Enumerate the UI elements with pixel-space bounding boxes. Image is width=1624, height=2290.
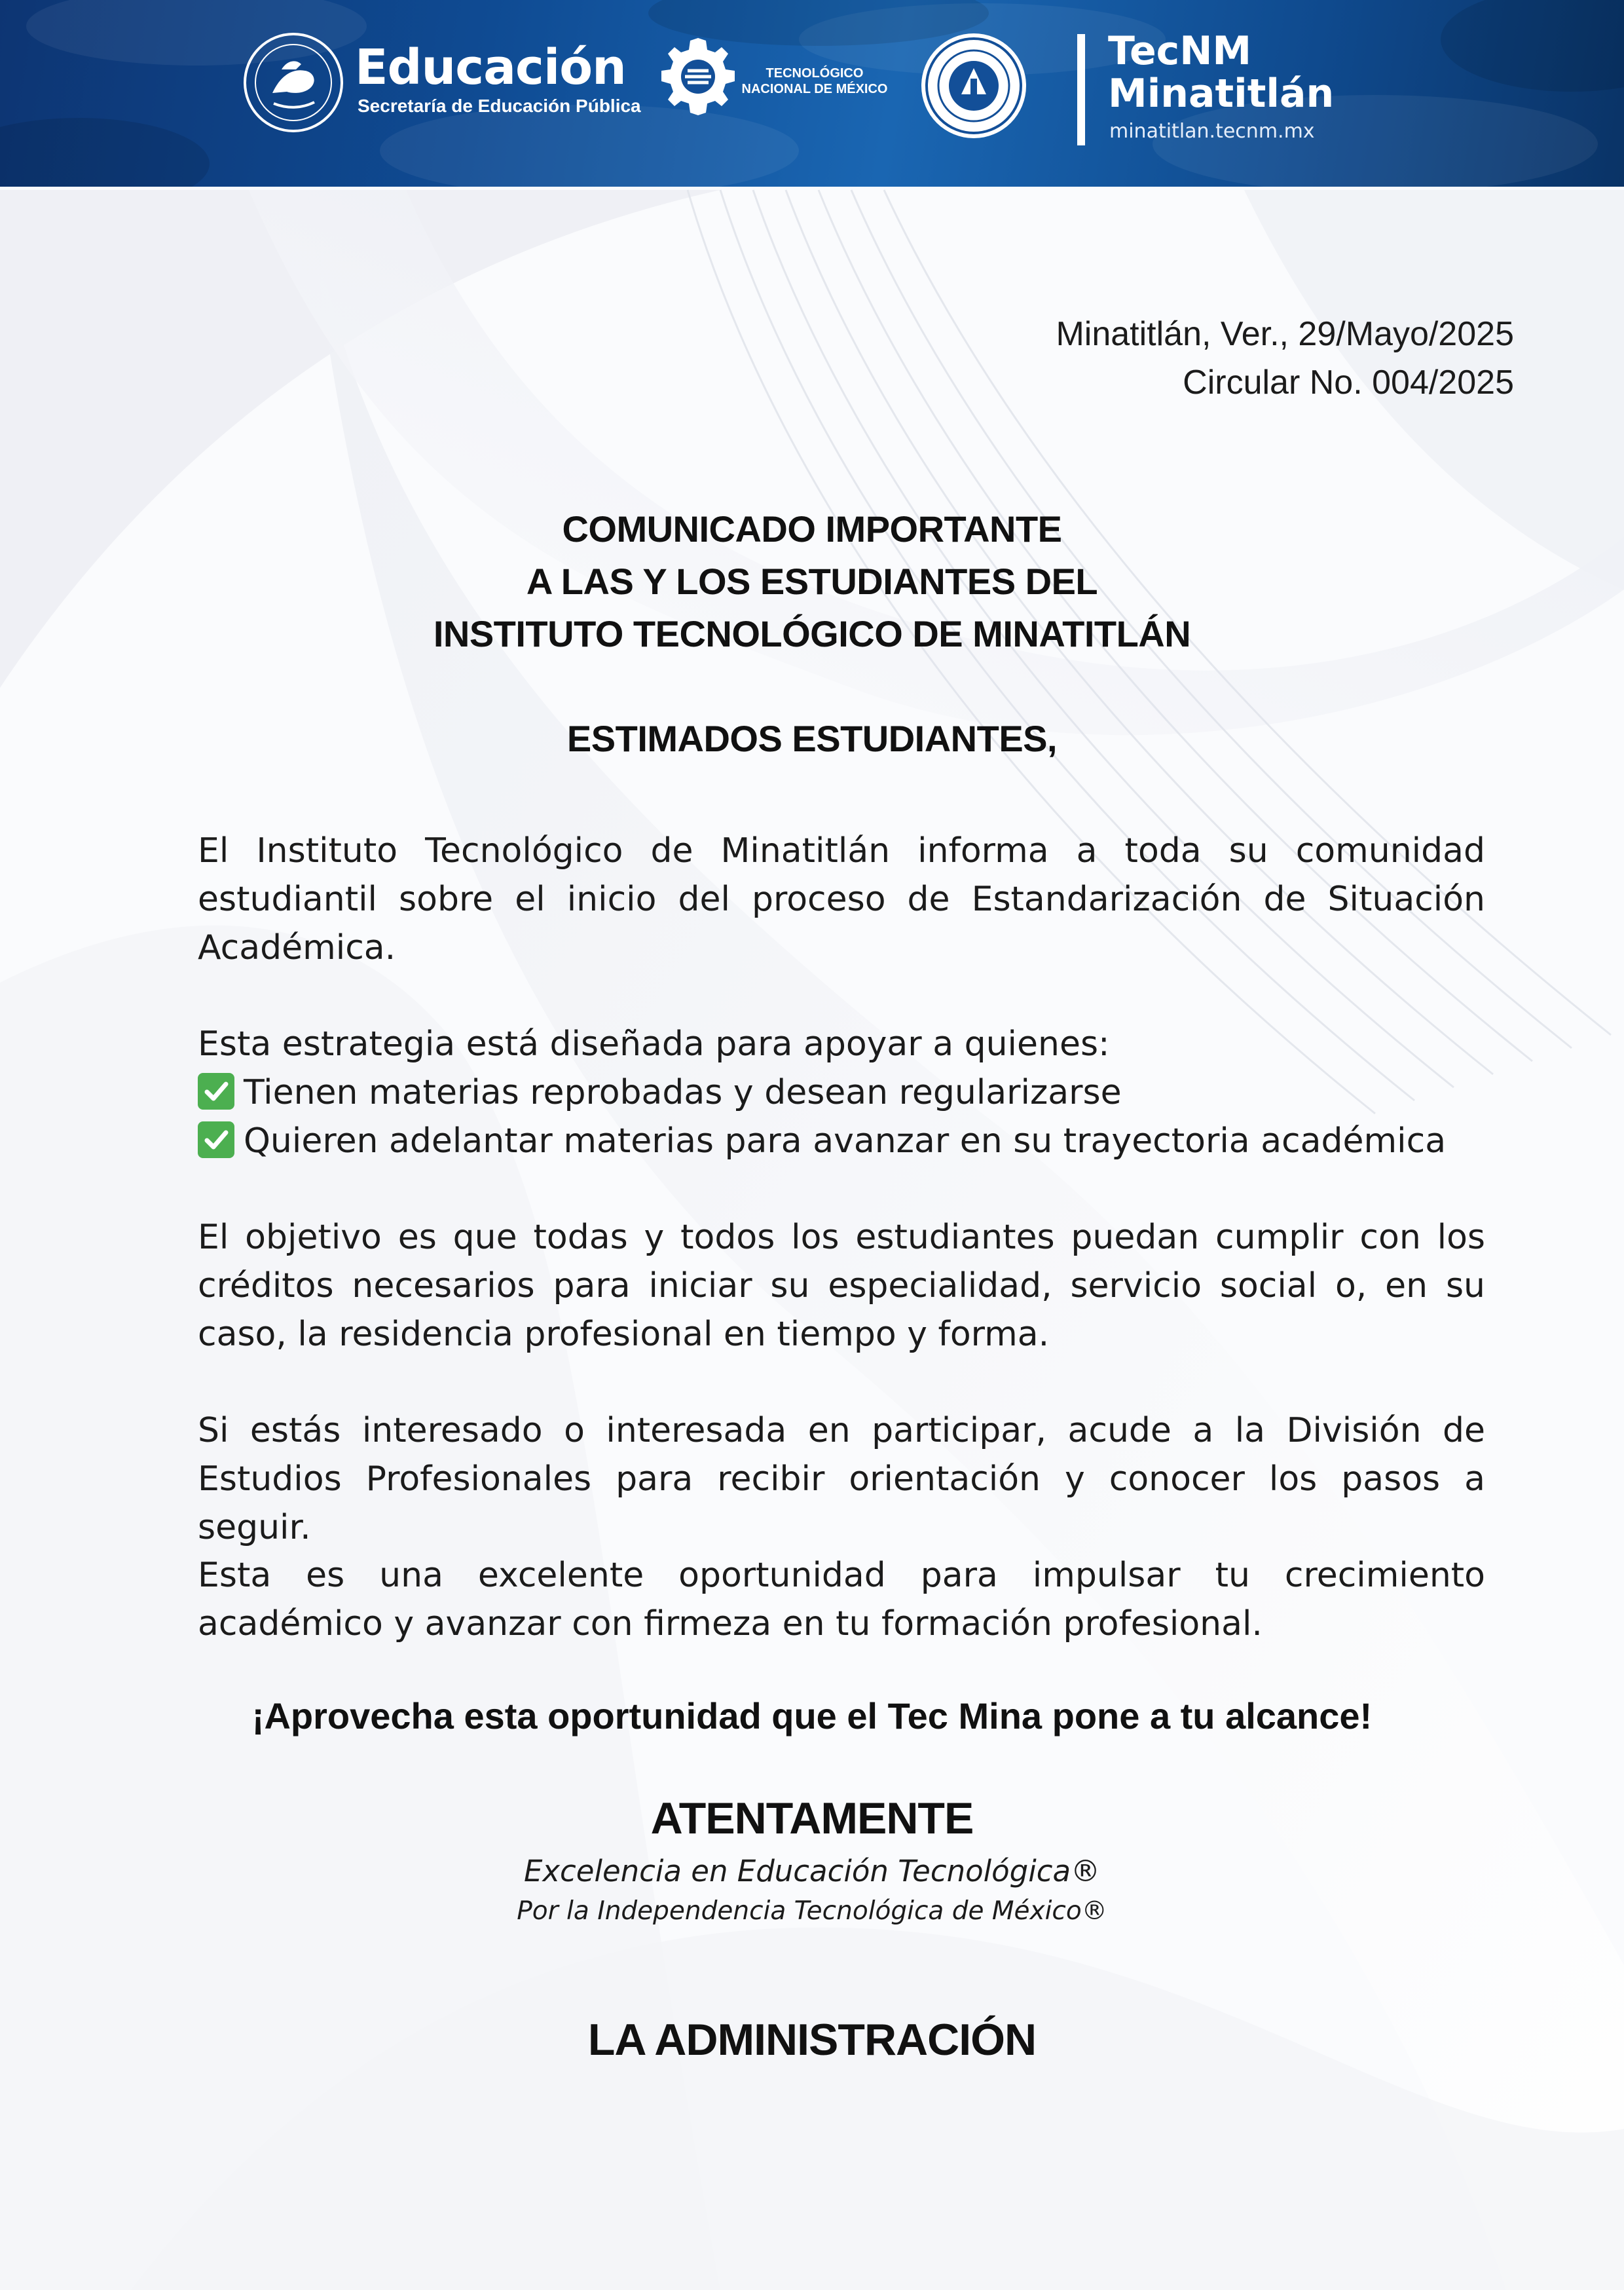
check-mark-icon — [198, 1121, 234, 1158]
title-line-1: COMUNICADO IMPORTANTE — [562, 508, 1062, 550]
checklist-item-label: Quieren adelantar materias para avanzar en su trayectoria académica — [244, 1121, 1447, 1161]
institute-name-line1: TecNM — [1108, 28, 1252, 74]
header-banner — [0, 0, 1624, 187]
mexico-coat-of-arms-logo — [241, 30, 346, 135]
signature: LA ADMINISTRACIÓN — [587, 2015, 1037, 2065]
motto-line-1: Excelencia en Educación Tecnológica® — [523, 1854, 1101, 1888]
title-line-2: A LAS Y LOS ESTUDIANTES DEL — [526, 561, 1098, 602]
paragraph-participation: Si estás interesado o interesada en participar, acude a la División de Estudios Profesionales para recibir orientación y conocer los pasos a seguir. — [198, 1411, 1485, 1547]
institute-name-line2: Minatitlán — [1108, 70, 1335, 117]
tecnm-label-line2: NACIONAL DE MÉXICO — [741, 82, 888, 96]
institute-website: minatitlan.tecnm.mx — [1109, 120, 1315, 143]
greeting: ESTIMADOS ESTUDIANTES, — [566, 718, 1058, 759]
circular-number: Circular No. 004/2025 — [1183, 364, 1514, 402]
tecnm-label — [739, 66, 891, 97]
checklist-item — [198, 1068, 1122, 1117]
document-date: Minatitlán, Ver., 29/Mayo/2025 — [1056, 315, 1514, 353]
paragraph-intro: El Instituto Tecnológico de Minatitlán informa a toda su comunidad estudiantil sobre el inicio del proceso de Estandarización de Situación Académica. — [198, 831, 1485, 967]
closing-salutation: ATENTAMENTE — [650, 1793, 974, 1843]
paragraph-opportunity: Esta es una excelente oportunidad para impulsar tu crecimiento académico y avanzar con firmeza en tu formación profesional. — [198, 1556, 1485, 1643]
header-divider — [1077, 34, 1085, 145]
checklist-item — [198, 1117, 1446, 1165]
tecnm-label-line1: TECNOLÓGICO — [766, 66, 864, 81]
call-to-action: ¡Aprovecha esta oportunidad que el Tec Mina pone a tu alcance! — [251, 1695, 1373, 1736]
institute-name — [1108, 30, 1334, 115]
motto-line-2: Por la Independencia Tecnológica de México® — [517, 1896, 1107, 1926]
itm-institute-seal-logo — [918, 30, 1029, 141]
title-line-3: INSTITUTO TECNOLÓGICO DE MINATITLÁN — [433, 613, 1191, 654]
checklist-item-label: Tienen materias reprobadas y desean regularizarse — [244, 1073, 1122, 1112]
education-wordmark: Educación — [355, 39, 626, 96]
check-mark-icon — [198, 1073, 234, 1110]
paragraph-strategy-intro: Esta estrategia está diseñada para apoyar a quienes: — [198, 1024, 1110, 1064]
paragraph-objective: El objetivo es que todas y todos los estudiantes puedan cumplir con los créditos necesarios para iniciar su especialidad, servicio social o, en su caso, la residencia profesional en tiempo y forma. — [198, 1218, 1485, 1354]
education-subtitle: Secretaría de Educación Pública — [358, 96, 641, 116]
tecnm-gear-logo — [659, 33, 737, 131]
